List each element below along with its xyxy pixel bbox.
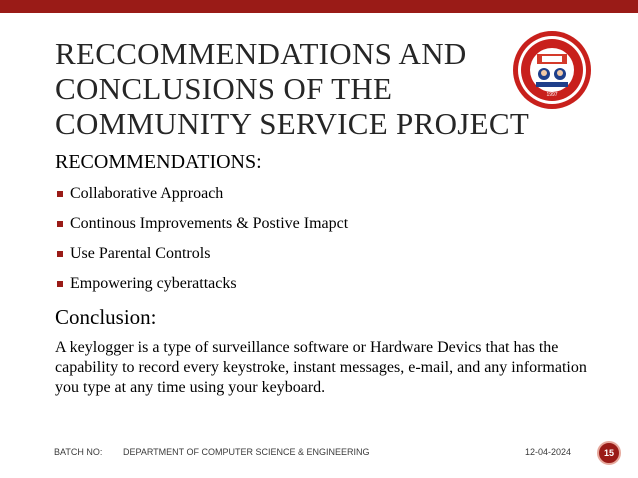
bullet-text: Collaborative Approach [70,185,224,202]
college-seal-logo [512,30,592,110]
square-bullet-icon [57,281,63,287]
bullet-text: Empowering cyberattacks [70,275,237,292]
recommendations-heading: RECOMMENDATIONS: [55,151,262,173]
list-item [55,184,348,214]
footer-date: 12-04-2024 [525,447,572,457]
square-bullet-icon [57,251,63,257]
footer-department: DEPARTMENT OF COMPUTER SCIENCE & ENGINEERING [123,447,370,457]
square-bullet-icon [57,191,63,197]
square-bullet-icon [57,221,63,227]
bullet-text: Continous Improvements & Postive Imapct [70,215,349,232]
list-item [55,244,348,274]
title-line-2: CONCLUSIONS OF THE [55,71,393,106]
recommendations-list [55,184,348,304]
conclusion-heading: Conclusion: [55,305,157,329]
logo-year: 1997 [546,92,558,98]
title-line-1: RECCOMMENDATIONS AND [55,36,467,71]
slide-footer [0,447,638,461]
footer-batch: BATCH NO: [54,447,103,457]
conclusion-text: A keylogger is a type of surveillance software or Hardware Devics that has the capability to record every keystroke, instant messages, e-mail, and any information you type at any time using your keyboard. [55,339,587,396]
list-item [55,214,348,244]
bullet-text: Use Parental Controls [70,245,211,262]
slide-title [55,36,575,141]
title-line-3: COMMUNITY SERVICE PROJECT [55,106,530,141]
top-accent-bar [0,0,638,13]
page-number-badge: 15 [597,441,621,465]
list-item [55,274,348,304]
